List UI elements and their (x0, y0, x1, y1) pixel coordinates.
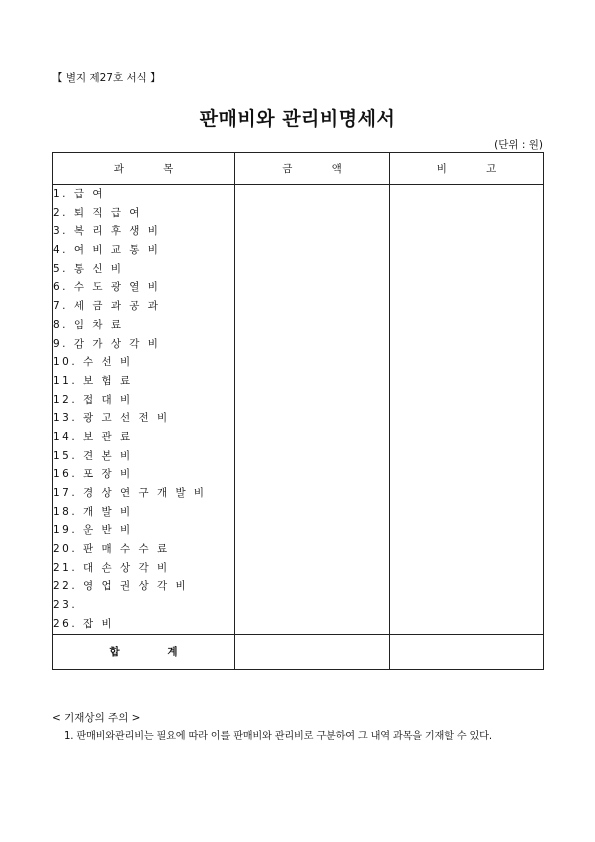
account-item: 26. 잡 비 (53, 617, 115, 630)
account-item: 11. 보 험 료 (53, 374, 133, 387)
account-item: 14. 보 관 료 (53, 430, 133, 443)
total-remarks-cell[interactable] (390, 634, 544, 669)
account-item: 22. 영 업 권 상 각 비 (53, 580, 189, 593)
items-row (53, 185, 544, 635)
notes-heading: < 기재상의 주의 > (52, 712, 141, 724)
account-item: 6. 수 도 광 열 비 (53, 281, 161, 294)
account-item: 8. 임 차 료 (53, 318, 124, 331)
account-item: 4. 여 비 교 통 비 (53, 244, 161, 257)
form-number: 【 별지 제27호 서식 】 (52, 72, 161, 84)
column-header-account: 과 목 (53, 153, 235, 185)
account-item: 23. (53, 599, 78, 612)
account-item: 10. 수 선 비 (53, 356, 133, 369)
expense-table (52, 152, 544, 670)
account-item: 17. 경 상 연 구 개 발 비 (53, 487, 207, 499)
header-row (53, 153, 544, 185)
account-item: 19. 운 반 비 (53, 524, 133, 537)
account-item: 3. 복 리 후 생 비 (53, 225, 161, 238)
account-item: 20. 판 매 수 수 료 (53, 543, 170, 556)
total-label: 합 계 (53, 634, 235, 669)
account-item: 5. 통 신 비 (53, 262, 124, 275)
amount-cell[interactable] (235, 185, 390, 635)
account-item: 16. 포 장 비 (53, 468, 133, 481)
account-item: 15. 견 본 비 (53, 449, 133, 462)
account-item: 2. 퇴 직 급 여 (53, 206, 142, 219)
account-item: 21. 대 손 상 각 비 (53, 561, 170, 574)
total-row (53, 634, 544, 669)
notes-line: 1. 판매비와관리비는 필요에 따라 이를 판매비와 관리비로 구분하여 그 내역 과목을 기재할 수 있다. (64, 731, 492, 742)
account-list-cell (53, 185, 235, 635)
unit-label: (단위 : 원) (494, 139, 543, 151)
total-amount-cell[interactable] (235, 634, 390, 669)
remarks-cell[interactable] (390, 185, 544, 635)
account-item: 7. 세 금 과 공 과 (53, 300, 161, 313)
account-item: 18. 개 발 비 (53, 505, 133, 518)
account-item: 9. 감 가 상 각 비 (53, 337, 161, 350)
column-header-remarks: 비 고 (390, 153, 544, 185)
account-item: 12. 접 대 비 (53, 393, 133, 406)
column-header-amount: 금 액 (235, 153, 390, 185)
account-list (53, 185, 234, 634)
account-item: 1. 급 여 (53, 188, 105, 200)
account-item: 13. 광 고 선 전 비 (53, 412, 170, 425)
page-title: 판매비와 관리비명세서 (199, 108, 396, 130)
